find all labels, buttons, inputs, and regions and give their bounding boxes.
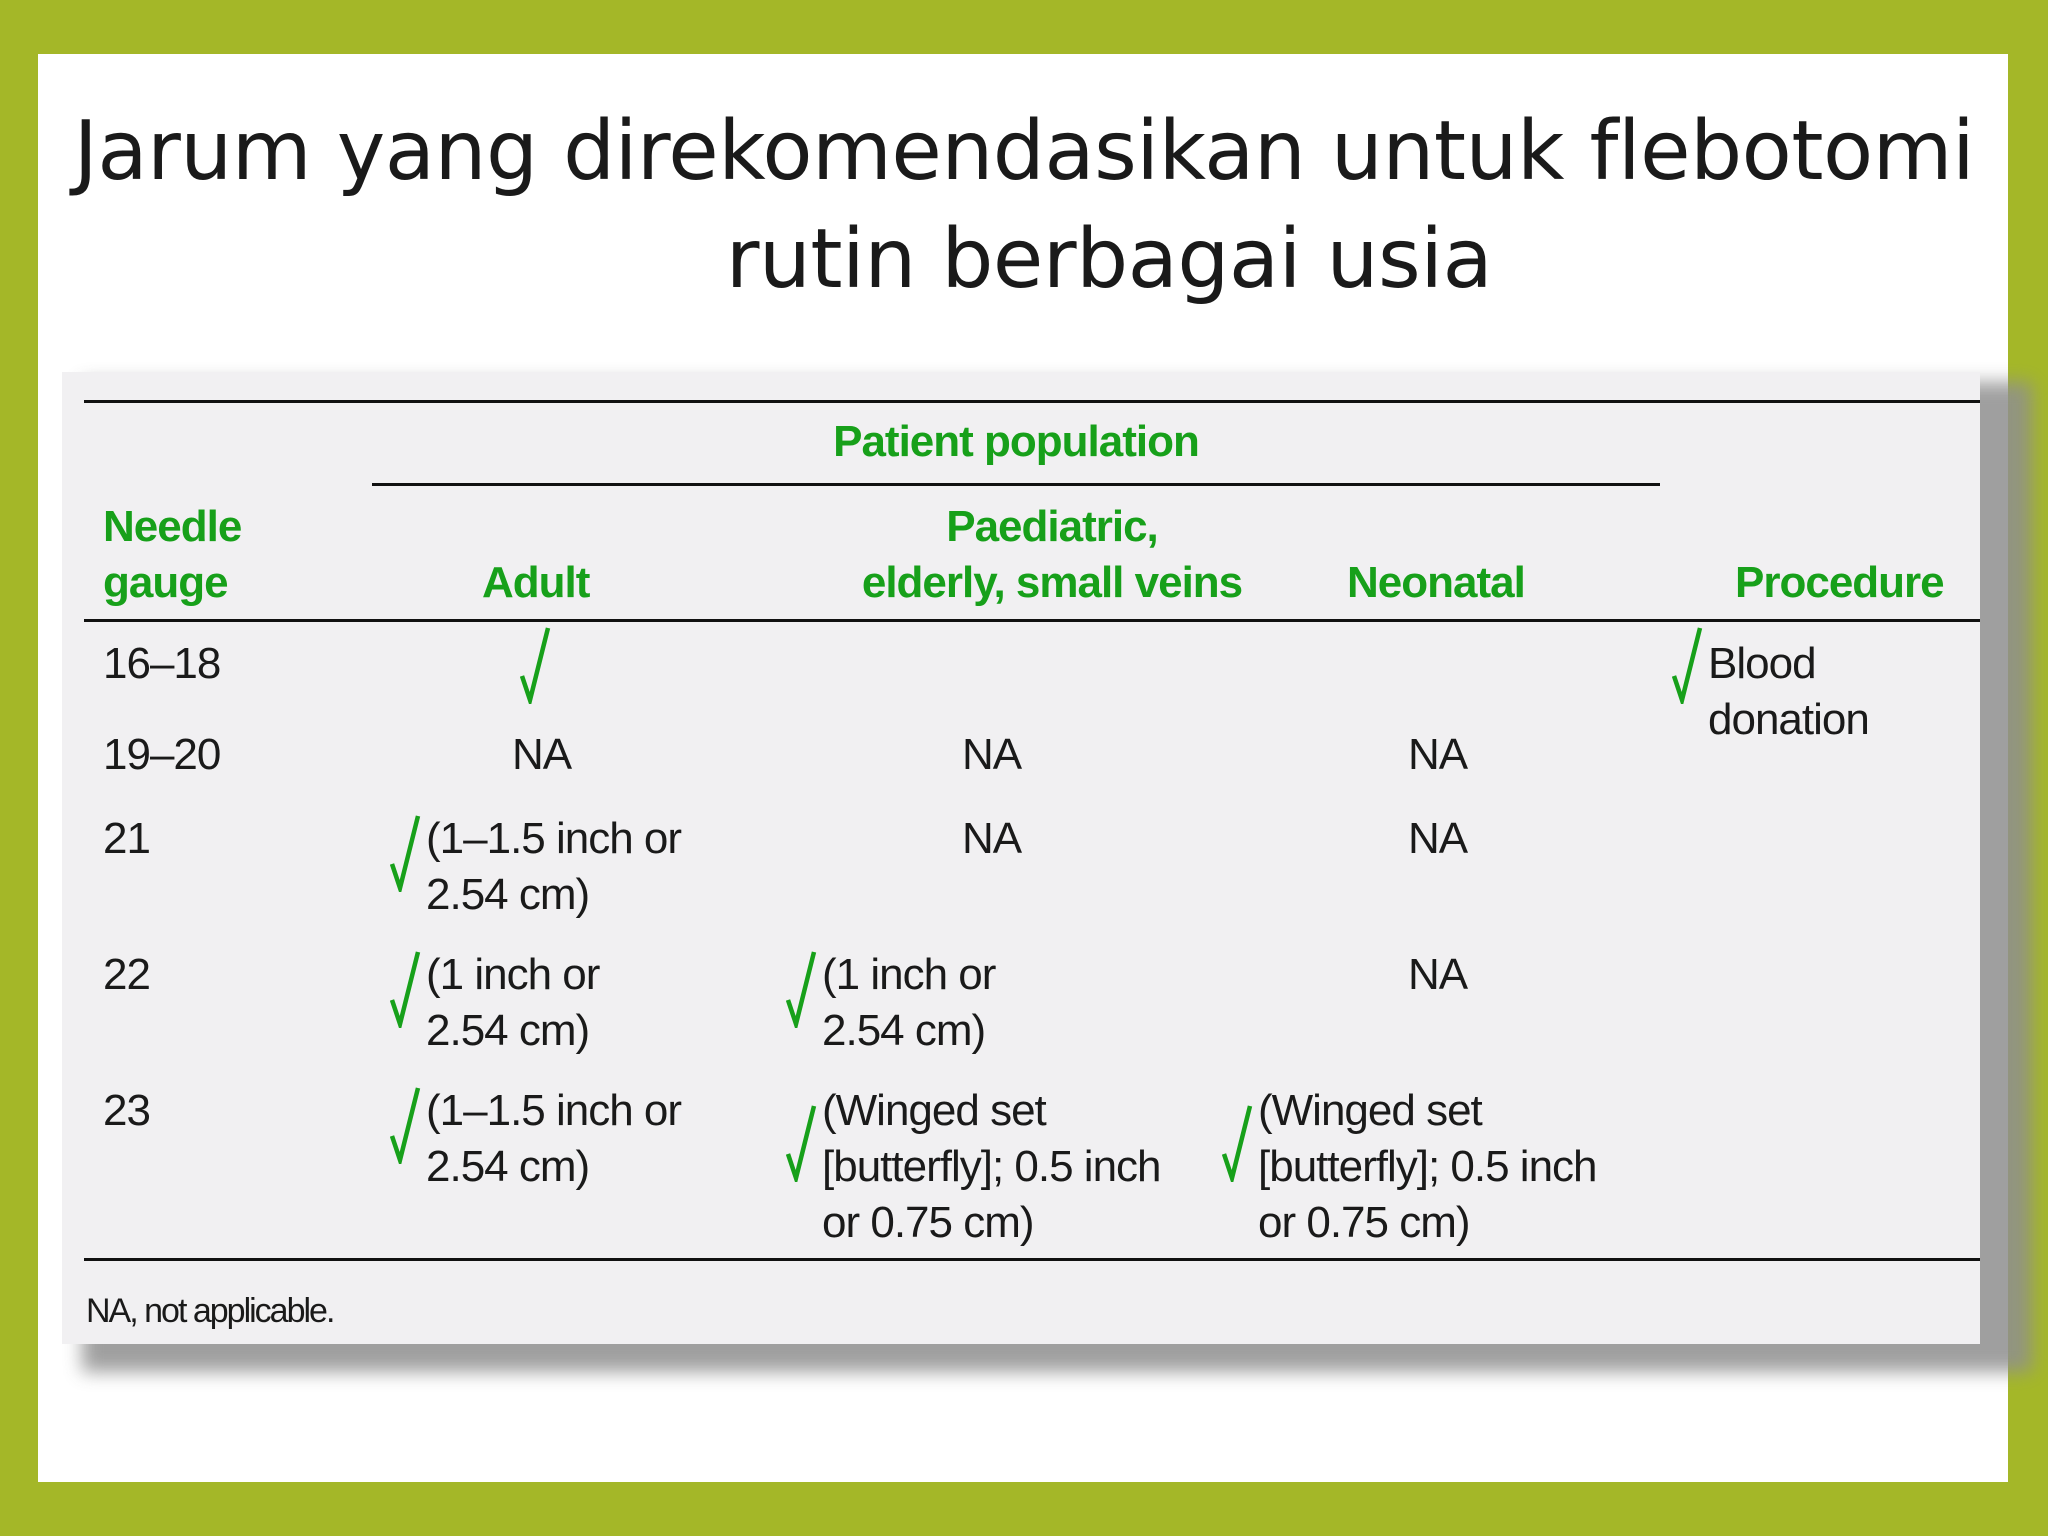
cell-adult-19-20: NA [512, 730, 572, 779]
cell-paediatric-23-line3: or 0.75 cm) [822, 1198, 1034, 1247]
cell-adult-22-line1: (1 inch or [426, 950, 600, 999]
cell-paediatric-22-line2: 2.54 cm) [822, 1006, 986, 1055]
check-mark-icon [520, 624, 552, 704]
check-mark-icon [390, 812, 422, 892]
header-paediatric [792, 499, 1312, 611]
header-adult: Adult [482, 558, 590, 607]
top-rule [84, 400, 1980, 403]
header-needle-gauge-line2: gauge [103, 558, 228, 607]
cell-neonatal-23 [1258, 1083, 1597, 1251]
cell-neonatal-23-line1: (Winged set [1258, 1086, 1482, 1135]
cell-neonatal-21: NA [1408, 814, 1468, 863]
cell-gauge-19-20: 19–20 [103, 730, 221, 779]
cell-adult-22-line2: 2.54 cm) [426, 1006, 590, 1055]
cell-adult-21-line2: 2.54 cm) [426, 870, 590, 919]
needle-table [62, 372, 1980, 1344]
cell-paediatric-23 [822, 1083, 1161, 1251]
cell-paediatric-23-line2: [butterfly]; 0.5 inch [822, 1142, 1161, 1191]
cell-neonatal-19-20: NA [1408, 730, 1468, 779]
bottom-rule [84, 1258, 1980, 1261]
cell-neonatal-23-line2: [butterfly]; 0.5 inch [1258, 1142, 1597, 1191]
cell-adult-22 [426, 947, 599, 1059]
header-needle-gauge [103, 499, 241, 611]
check-mark-icon [390, 1084, 422, 1164]
cell-gauge-16-18: 16–18 [103, 639, 221, 688]
cell-gauge-21: 21 [103, 814, 150, 863]
header-bottom-rule [84, 619, 1980, 622]
cell-adult-23-line1: (1–1.5 inch or [426, 1086, 682, 1135]
cell-paediatric-22-line1: (1 inch or [822, 950, 996, 999]
check-mark-icon [786, 948, 818, 1028]
title-line-1: Jarum yang direkomendasikan untuk flebotomi [73, 104, 1975, 199]
cell-neonatal-23-line3: or 0.75 cm) [1258, 1198, 1470, 1247]
cell-adult-21 [426, 811, 681, 923]
table-footnote: NA, not applicable. [86, 1292, 334, 1330]
cell-procedure-16-18: Blood donation [1708, 639, 1869, 744]
group-header-patient-population: Patient population [833, 417, 1199, 466]
cell-paediatric-21: NA [962, 814, 1022, 863]
group-rule [372, 483, 1660, 486]
header-paediatric-line1: Paediatric, [946, 502, 1158, 551]
slide-title [0, 98, 2048, 314]
check-mark-icon [390, 948, 422, 1028]
cell-adult-23-line2: 2.54 cm) [426, 1142, 590, 1191]
header-neonatal: Neonatal [1347, 558, 1525, 607]
cell-neonatal-22: NA [1408, 950, 1468, 999]
cell-gauge-23: 23 [103, 1086, 150, 1135]
header-procedure: Procedure [1735, 558, 1944, 607]
cell-paediatric-23-line1: (Winged set [822, 1086, 1046, 1135]
cell-paediatric-19-20: NA [962, 730, 1022, 779]
check-mark-icon [1222, 1102, 1254, 1182]
title-line-2: rutin berbagai usia [725, 212, 1493, 307]
header-paediatric-line2: elderly, small veins [861, 558, 1243, 607]
cell-gauge-22: 22 [103, 950, 150, 999]
check-mark-icon [1672, 624, 1704, 704]
cell-paediatric-22 [822, 947, 995, 1059]
header-needle-gauge-line1: Needle [103, 502, 242, 551]
check-mark-icon [786, 1102, 818, 1182]
cell-adult-21-line1: (1–1.5 inch or [426, 814, 682, 863]
cell-adult-23 [426, 1083, 681, 1195]
